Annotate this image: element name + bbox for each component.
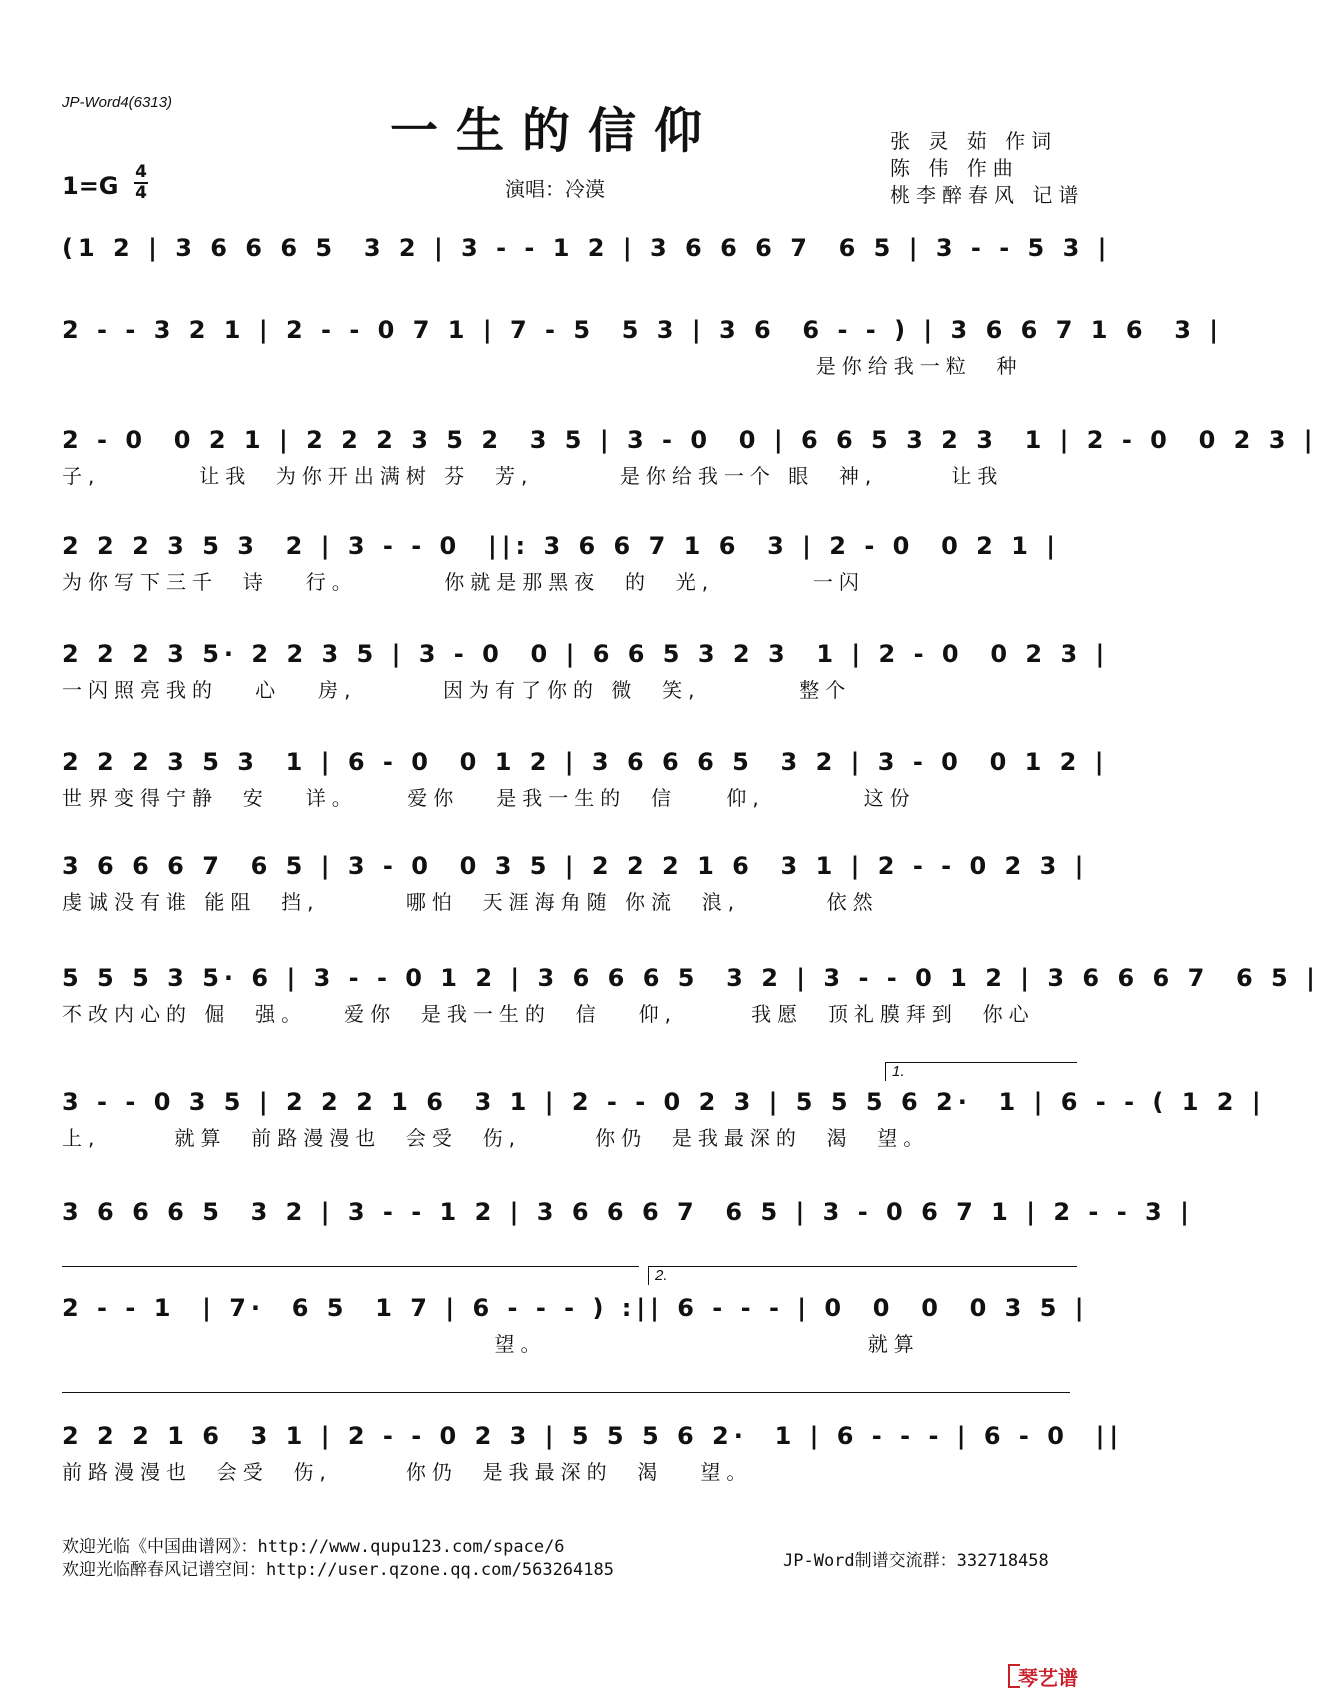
volta-first: 1.	[885, 1062, 1077, 1081]
watermark-logo: 琴艺谱	[1018, 1666, 1078, 1690]
notes-line: 3 - - 0 3 5 | 2 2 2 1 6 3 1 | 2 - - 0 2 3 | 5 5 5 6 2· 1 | 6 - - ( 1 2 |	[62, 1088, 1266, 1116]
lyrics-line: 是你给我一粒 种	[62, 354, 1023, 378]
lyricist: 张 灵 茹 作词	[890, 129, 1058, 153]
software-label: JP-Word4(6313)	[62, 94, 173, 111]
lyrics-line: 不改内心的 倔 强。 爱你 是我一生的 信 仰, 我愿 顶礼膜拜到 你心	[62, 1002, 1035, 1026]
notes-line: 2 2 2 1 6 3 1 | 2 - - 0 2 3 | 5 5 5 6 2· 1 | 6 - - - | 6 - 0 ||	[62, 1422, 1124, 1450]
notes-line: (1 2 | 3 6 6 6 5 3 2 | 3 - - 1 2 | 3 6 6 6 7 6 5 | 3 - - 5 3 |	[62, 234, 1112, 262]
notes-line: 3 6 6 6 5 3 2 | 3 - - 1 2 | 3 6 6 6 7 6 5 | 3 - 0 6 7 1 | 2 - - 3 |	[62, 1198, 1194, 1226]
transcriber: 桃李醉春风 记谱	[890, 183, 1085, 207]
notes-line: 2 - - 3 2 1 | 2 - - 0 7 1 | 7 - 5 5 3 | 3 6 6 - - ) | 3 6 6 7 1 6 3 |	[62, 316, 1224, 344]
lyrics-line: 为你写下三千 诗 行。 你就是那黑夜 的 光, 一闪	[62, 570, 865, 594]
singer: 演唱：冷漠	[505, 177, 605, 201]
footer-link-1[interactable]: 欢迎光临《中国曲谱网》：http://www.qupu123.com/space/6	[62, 1537, 565, 1557]
lyrics-line: 一闪照亮我的 心 房, 因为有了你的 微 笑, 整个	[62, 678, 852, 702]
footer-links	[62, 1536, 614, 1582]
volta-second: 2.	[648, 1266, 1077, 1285]
lyrics-line: 子, 让我 为你开出满树 芬 芳, 是你给我一个 眼 神, 让我	[62, 464, 1004, 488]
notes-line: 2 2 2 3 5· 2 2 3 5 | 3 - 0 0 | 6 6 5 3 2 3 1 | 2 - 0 0 2 3 |	[62, 640, 1110, 668]
time-top: 4	[135, 162, 147, 182]
staff-divider	[62, 1266, 639, 1267]
time-signature	[134, 164, 148, 202]
notes-line: 5 5 5 3 5· 6 | 3 - - 0 1 2 | 3 6 6 6 5 3 2 | 3 - - 0 1 2 | 3 6 6 6 7 6 5 |	[62, 964, 1320, 992]
key-signature: 1=G	[62, 172, 119, 200]
notes-line: 2 - 0 0 2 1 | 2 2 2 3 5 2 3 5 | 3 - 0 0 | 6 6 5 3 2 3 1 | 2 - 0 0 2 3 |	[62, 426, 1318, 454]
footer-link-2[interactable]: 欢迎光临醉春风记谱空间：http://user.qzone.qq.com/563264185	[62, 1560, 614, 1580]
lyrics-line: 上, 就算 前路漫漫也 会受 伤, 你仍 是我最深的 渴 望。	[62, 1126, 930, 1150]
notes-line: 2 2 2 3 5 3 1 | 6 - 0 0 1 2 | 3 6 6 6 5 3 2 | 3 - 0 0 1 2 |	[62, 748, 1109, 776]
lyrics-line: 前路漫漫也 会受 伤, 你仍 是我最深的 渴 望。	[62, 1460, 753, 1484]
lyrics-line: 虔诚没有谁 能阻 挡, 哪怕 天涯海角随 你流 浪, 依然	[62, 890, 879, 914]
lyrics-line: 望。 就算	[62, 1332, 920, 1356]
notes-line: 2 - - 1 | 7· 6 5 1 7 | 6 - - - ) :|| 6 - - - | 0 0 0 0 3 5 |	[62, 1294, 1089, 1322]
lyrics-line: 世界变得宁静 安 详。 爱你 是我一生的 信 仰, 这份	[62, 786, 916, 810]
notes-line: 3 6 6 6 7 6 5 | 3 - 0 0 3 5 | 2 2 2 1 6 3 1 | 2 - - 0 2 3 |	[62, 852, 1089, 880]
credits	[890, 128, 1084, 209]
staff-divider	[62, 1392, 1070, 1393]
composer: 陈 伟 作曲	[890, 156, 1019, 180]
page-title: 一生的信仰	[390, 103, 721, 159]
notes-line: 2 2 2 3 5 3 2 | 3 - - 0 ||: 3 6 6 7 1 6 3 | 2 - 0 0 2 1 |	[62, 532, 1061, 560]
footer-group: JP-Word制谱交流群：332718458	[783, 1551, 1049, 1571]
time-bottom: 4	[135, 183, 147, 203]
